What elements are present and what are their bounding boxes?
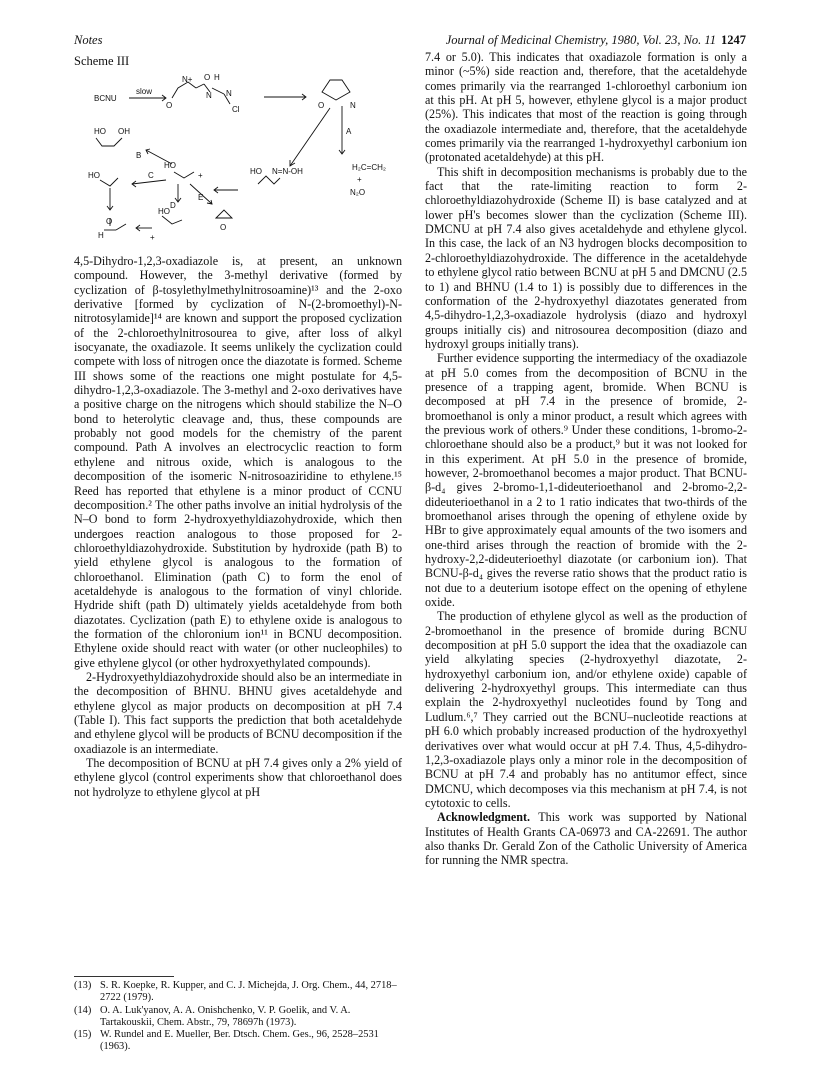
bond bbox=[212, 88, 224, 94]
footnote bbox=[74, 1005, 402, 1030]
n-label-3: N bbox=[350, 101, 356, 110]
ring-bond bbox=[172, 82, 196, 98]
paragraph: The production of ethylene glycol as well as the production of 2-bromoethanol in the presence of bromide during BCNU decomposition at pH 5.0 support the idea that the oxadiazole can yield alkylating species (2-hydroxyethyl diazotate, 2-hydroxyethyl carbonium ion, and/or ethylene oxide) capable of delivering 2-hydroxyethyl groups. This intermediate can thus explain the 2-hydroxyethyl nucleotides found by Tong and Ludlum.⁶,⁷ They carried out the BCNU–nucleotide reactions at pH 6.0 which probably increased production of the hydroxyethyl derivatives over what would occur at pH 7.4. Thus, 4,5-dihydro-1,2,3-oxadiazole plays only a minor role in the decomposition of BCNU at pH 7.4 and probably has no antitumor effect, since DMCNU, which decomposes via this mechanism at pH 7.4, is not cytotoxic to cells. bbox=[425, 609, 747, 810]
path-c-label: C bbox=[148, 171, 154, 180]
paragraph: 4,5-Dihydro-1,2,3-oxadiazole is, at present, an unknown compound. However, the 3-methyl derivative (formed by cyclization of β-tosylethylmethylnitrosoamine)¹³ and the 2-oxo derivative [formed by cyclization of N-(2-bromoethyl)-N-nitrotosylamide]¹⁴ are known and support the proposed cyclization of the 2-chloroethylnitrosourea to give, after loss of alkyl isocyanate, the oxadiazole. It seems unlikely the cyclization could compete with loss of nitrogen once the diazotate is formed. Scheme III shows some of the reactions one might postulate for 4,5-dihydro-1,2,3-oxadiazole. The 3-methyl and 2-oxo derivatives have a positive charge on the nitrogens which should stabilize the N–O bond to heterolytic cleavage and, thus, these compounds are probably not good models for the chemistry of the parent compound. Path A involves an electrocyclic reaction to form ethylene and nitrous oxide, which is analogous to the decomposition of the isomeric N-nitrosoaziridine to ethylene.¹⁵ Reed has reported that ethylene is a minor product of CCNU decomposition.² The other paths involve an initial hydrolysis of the N–O bond to form 2-hydroxyethyldiazohydroxide, which then undergoes reaction analogous to those proposed for 2-chloroethyldiazohydroxide. Substitution by hydroxide (path B) to yield ethylene glycol is analogous to the formation of chloroethanol. Elimination (path C) to form the enol of acetaldehyde is analogous to the formation of vinyl chloride. Hydride shift (path D) ultimately yields acetaldehyde from both diazotates. Cyclization (path E) to ethylene oxide is analogous to the formation of the chloronium ion¹¹ in BCNU decomposition. Ethylene oxide should react with water (or other nucleophiles) to give ethylene glycol (or other hydroxyethylated compounds). bbox=[74, 254, 402, 670]
h-label-2: H bbox=[98, 231, 104, 240]
paragraph: Further evidence supporting the intermediacy of the oxadiazole at pH 5.0 comes from the decomposition of BCNU in the presence of a trapping agent, bromide. When BCNU is decomposed at pH 7.4 in the presence of bromide, 2-bromoethanol is only a minor product, a result which agrees with the previous work of others.⁹ Under these conditions, 1-bromo-2-chloroethane should also be a product,⁹ but it was not looked for in this experiment. At pH 5.0 in the presence of bromide, however, 2-bromoethanol becomes a major product. That BCNU-β-d₄ gives 2-bromo-1,1-dideuterioethanol and 2-bromo-2,2-dideuterioethanol in a 2 to 1 ratio indicates that two-thirds of the bromoethanol arises through the opening of ethylene oxide by HBr to give approximately equal amounts of the two isomers and one-third arises through the reaction of bromide with the 2-hydroxy-2,2-dideuterioethyl diazotate (or carbonium ion). That BCNU-β-d₄ gives the reverse ratio shows that the product ratio is not due to a deuterium isotope effect on the opening of ethylene oxide. bbox=[425, 351, 747, 610]
n-label: N bbox=[206, 91, 212, 100]
o-label: O bbox=[166, 101, 173, 110]
scheme-drawing bbox=[74, 54, 404, 250]
n2o-label: N₂O bbox=[350, 188, 366, 197]
h-label: H bbox=[214, 73, 220, 82]
footnote-number: (15) bbox=[74, 1029, 92, 1041]
o-label-4: O bbox=[220, 223, 227, 232]
ho-label-5: HO bbox=[158, 207, 170, 216]
scheme-title: Scheme III bbox=[74, 54, 130, 68]
journal-name: Journal of Medicinal Chemistry, 1980, Vol. 23, No. 11 bbox=[445, 33, 716, 47]
slow-label: slow bbox=[136, 87, 153, 96]
plus-sign-2: + bbox=[198, 171, 203, 180]
bond bbox=[116, 224, 126, 230]
path-b-label: B bbox=[136, 151, 142, 160]
page-number: 1247 bbox=[721, 33, 746, 47]
section-label: Notes bbox=[74, 33, 103, 47]
path-a-label: A bbox=[346, 127, 352, 136]
ho-label-4: HO bbox=[88, 171, 100, 180]
running-header bbox=[74, 33, 746, 51]
hydroxyethyl-chain bbox=[162, 216, 182, 224]
footnote-text: W. Rundel and E. Mueller, Ber. Dtsch. Chem. Ges., 96, 2528–2531 (1963). bbox=[100, 1029, 379, 1053]
o-label-2: O bbox=[204, 73, 211, 82]
reaction-scheme bbox=[74, 54, 404, 250]
o-label-5: O bbox=[106, 217, 113, 226]
bond bbox=[196, 84, 204, 88]
path-e-label: E bbox=[198, 193, 204, 202]
footnotes bbox=[74, 980, 402, 1054]
enol-chain bbox=[100, 178, 118, 186]
paragraph: 2-Hydroxyethyldiazohydroxide should also be an intermediate in the decomposition of BHNU. BHNU gives acetaldehyde and ethylene glycol as major products on decomposition at pH 7.4 (Table I). This fact supports the prediction that both acetaldehyde and ethylene glycol will be products of BCNU decomposition if the oxadiazole is an intermediate. bbox=[74, 669, 402, 756]
paragraph: The decomposition of BCNU at pH 7.4 gives only a 2% yield of ethylene glycol (control experiments show that chloroethanol does not hydrolyze to ethylene glycol at pH bbox=[74, 756, 402, 799]
journal-citation bbox=[446, 33, 746, 48]
footnote bbox=[74, 1029, 402, 1054]
paragraph: This shift in decomposition mechanisms is probably due to the fact that the rate-limiting reaction to form 2-chloroethyldiazohydroxide (Scheme II) is base catalyzed and at lower pH's becomes slower than the cyclization (Scheme III). DMCNU at pH 7.4 also gives acetaldehyde and ethylene glycol. In this case, the lack of an N3 hydrogen blocks decomposition to 2-chloroethyldiazohydroxide. The difference in the acetaldehyde to ethylene glycol ratio between BCNU at pH 5 and DMCNU (2.5 to 1) and BHNU (1.4 to 1) is possibly due to differences in the conformation of the 2-hydroxyethyl diazotates generated from 4,5-dihydro-1,2,3-oxadiazole hydrolysis (diazo and hydroxyl groups initially cis) and nitrosourea decomposition (diazo and hydroxyl groups initially trans). bbox=[425, 164, 747, 351]
path-d-label: D bbox=[170, 201, 176, 210]
footnote-number: (13) bbox=[74, 980, 92, 991]
footnote bbox=[74, 980, 402, 1005]
acknowledgment bbox=[425, 810, 747, 867]
acknowledgment-heading: Acknowledgment. bbox=[437, 810, 531, 825]
ho-label-3: HO bbox=[164, 161, 176, 170]
glycol-chain bbox=[96, 138, 122, 146]
ethylene-oxide-ring bbox=[216, 210, 232, 218]
footnote-text: S. R. Koepke, R. Kupper, and C. J. Michejda, J. Org. Chem., 44, 2718–2722 (1979). bbox=[100, 980, 397, 1004]
footnote-rule bbox=[74, 976, 174, 977]
n-label-2: N bbox=[226, 89, 232, 98]
ho-label: HO bbox=[250, 167, 262, 176]
oxadiazole-ring bbox=[322, 80, 350, 100]
right-column bbox=[425, 50, 747, 868]
n-plus-label: N+ bbox=[182, 75, 193, 84]
footnote-number: (14) bbox=[74, 1004, 92, 1016]
paragraph: 7.4 or 5.0). This indicates that oxadiazole formation is only a minor (~5%) side reaction and, therefore, that the acetaldehyde comes primarily via the rearranged 1-chloroethyl carbonium ion at this pH. At pH 5, however, ethylene glycol is a major product (25%). This indicates that most of the reaction is going through the oxadiazole intermediate and, therefore, that the acetaldehyde comes primarily via the rearranged 1-hydroxyethyl carbonium ion (protonated acetaldehyde) at this pH. bbox=[425, 50, 747, 165]
ho-label-2: HO bbox=[94, 127, 106, 136]
oh-label: OH bbox=[118, 127, 130, 136]
diazohydroxide-chain bbox=[258, 176, 280, 184]
acknowledgment-text: This work was supported by National Institutes of Health Grants CA-06973 and CA-22691. The author also thanks Dr. Gerald Zon of the Catholic University of America for running the NMR spectra. bbox=[425, 810, 747, 868]
left-column bbox=[74, 254, 402, 799]
ethylene-label: H₂C=CH₂ bbox=[352, 163, 386, 172]
arrow-hydrolysis bbox=[290, 108, 330, 166]
bcnu-label: BCNU bbox=[94, 94, 117, 103]
arrow-path-c bbox=[132, 180, 166, 184]
cl-label: Cl bbox=[232, 105, 240, 114]
footnote-text: O. A. Luk'yanov, A. A. Onishchenko, V. P. Goelik, and V. A. Tartakouskii, Chem. Abstr., 79, 78697h (1973). bbox=[100, 1004, 351, 1028]
diazo-label: N=N-OH bbox=[272, 167, 303, 176]
o-label-3: O bbox=[318, 101, 325, 110]
plus-sign: + bbox=[357, 175, 362, 184]
plus-sign-3: + bbox=[150, 233, 155, 242]
carbonium-chain bbox=[174, 172, 194, 178]
